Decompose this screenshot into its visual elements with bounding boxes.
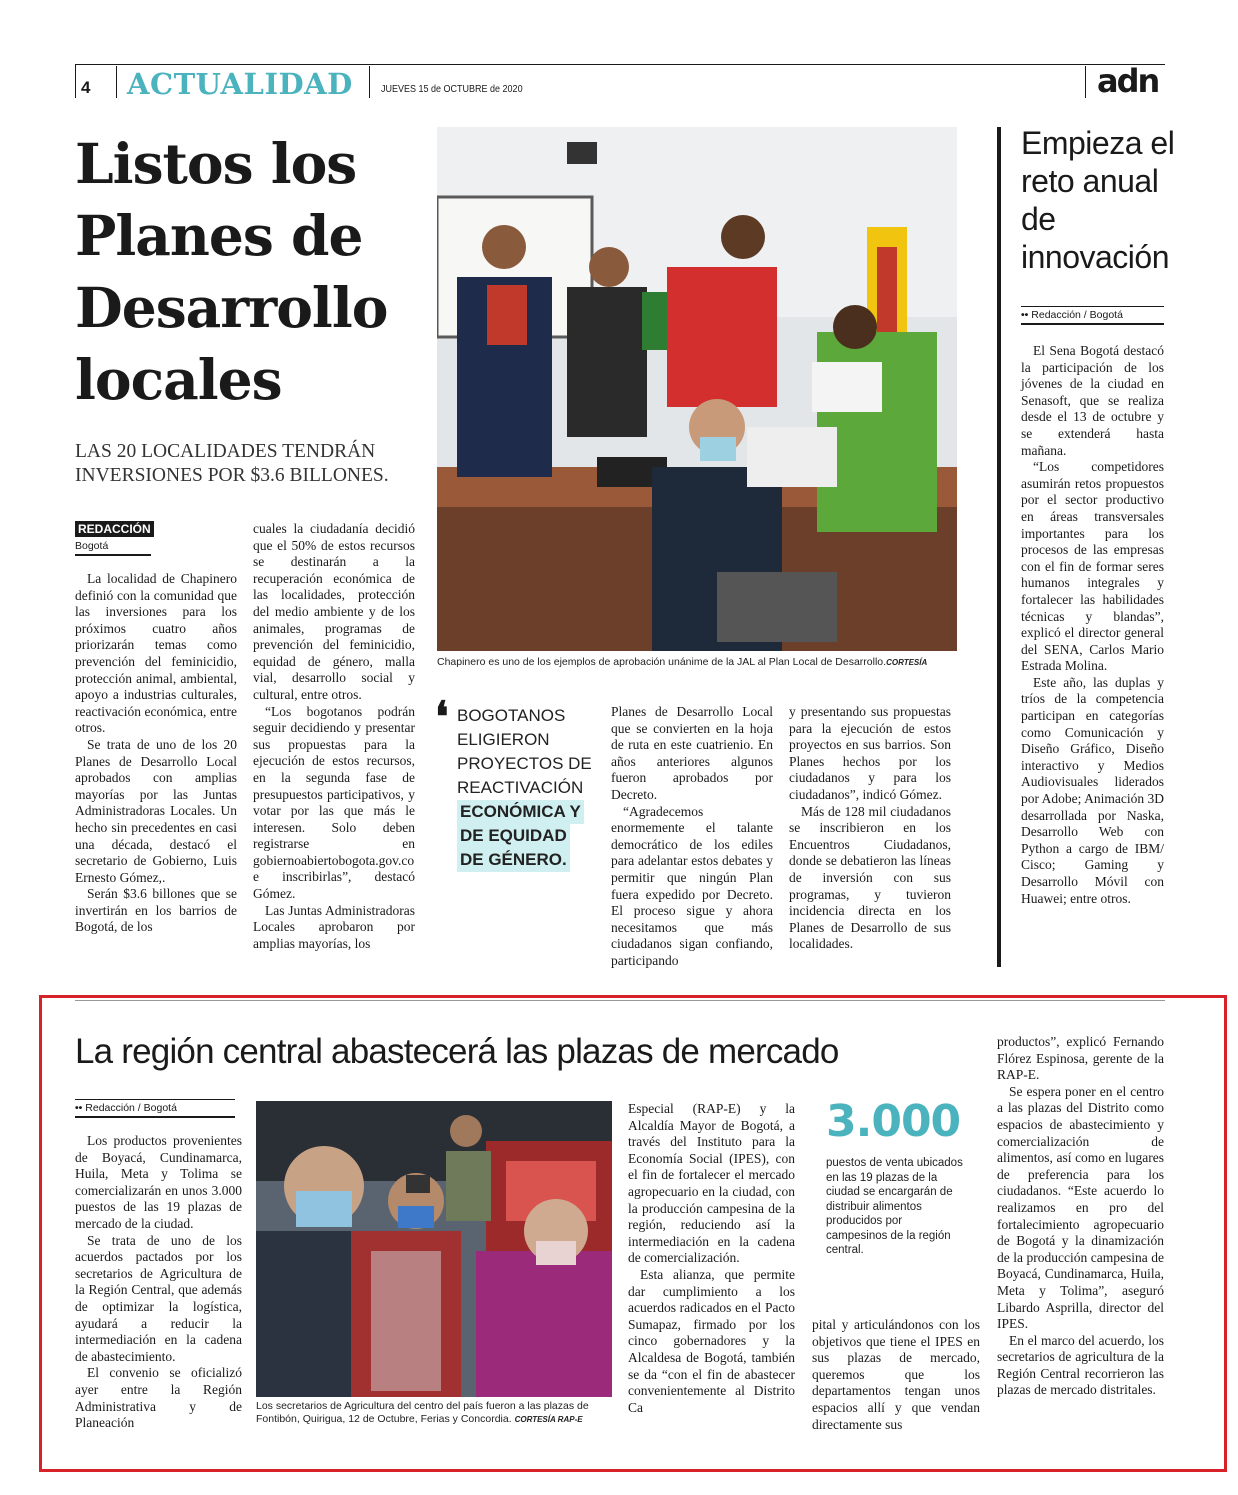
second-caption-block <box>256 1400 616 1426</box>
main-column-3 <box>611 704 773 970</box>
paragraph: Más de 128 mil ciudadanos se inscribieron en los Encuentros Ciudadanos, donde se debatieron las líneas de inversión con sus programas, y tuvieron incidencia directa en los Planes de Desarrollo de sus localidades. <box>789 803 951 952</box>
sidebar-headline: Empieza el reto anual de innovación <box>1021 125 1175 275</box>
section-title: ACTUALIDAD <box>127 67 353 101</box>
main-byline: REDACCIÓN <box>75 521 154 537</box>
paragraph: El convenio se oficializó ayer entre la Región Administrativa y de Planeación <box>75 1365 242 1431</box>
second-byline-rule <box>75 1116 235 1118</box>
main-subhead: LAS 20 LOCALIDADES TENDRÁN INVERSIONES POR $3.6 BILLONES. <box>75 441 389 486</box>
second-byline: Redacción / Bogotá <box>85 1102 177 1114</box>
section-divider-right <box>369 66 370 98</box>
bullet-dots-icon: •• <box>1021 309 1029 321</box>
bullet-dots-icon: •• <box>75 1102 83 1114</box>
second-headline: La región central abastecerá las plazas de mercado <box>75 1032 839 1071</box>
paragraph: “Agradecemos enormemente el talante democrático de los ediles para adelantar estos debates y permitir que ningún Plan fuera expedido por Decreto. El proceso sigue y ahora necesitamos que más ciudadanos sigan confiando, participando <box>611 803 773 968</box>
header-left-tick <box>75 64 76 98</box>
section-separator <box>75 1000 1165 1001</box>
paragraph: Este año, las duplas y tríos de la competencia participan en categorías como Comunicación y Diseño Gráfico, Diseño interactivo y Medios Audiovisuales liderados por Adobe; Animación 3D desarrollada por Naska, Desarrollo Web con Python a cargo de IBM/ Cisco; Gaming y Desarrollo Móvil con Huawei; entre otros. <box>1021 674 1164 906</box>
paragraph: Las Juntas Administradoras Locales aprobaron por amplias mayorías, los <box>253 902 415 951</box>
stat-description: puestos de venta ubicados en las 19 plazas de la ciudad se encargarán de distribuir alimentos producidos por campesinos de la región central. <box>826 1157 963 1256</box>
paragraph: Se espera poner en el centro a las plazas del Distrito como espacios de abastecimiento y comercialización de alimentos, así como en lugares de preferencia para los ciudadanos. “Este acuerdo lo realizamos en pro del fortalecimiento agropecuario de Bogotá y la dinamización de la producción campesina de Boyacá, Cundinamarca, Huila, Meta y Tolima”, aseguró Libardo Asprilla, director del IPES. <box>997 1083 1164 1332</box>
second-photo <box>256 1101 612 1397</box>
sidebar-column <box>1021 343 1164 907</box>
paragraph: productos”, explicó Fernando Flórez Espinosa, gerente de la RAP-E. <box>997 1034 1164 1083</box>
second-column-4 <box>997 1034 1164 1399</box>
page-header <box>75 64 1165 100</box>
sidebar-byline-block <box>1021 306 1164 325</box>
main-headline: Listos los Planes de Desarrollo locales <box>75 131 388 412</box>
main-byline-rule <box>75 554 151 556</box>
main-column-1 <box>75 571 237 936</box>
second-column-3 <box>812 1317 980 1433</box>
edition-date: JUEVES 15 de OCTUBRE de 2020 <box>381 84 523 95</box>
main-photo-caption: Chapinero es uno de los ejemplos de aprobación unánime de la JAL al Plan Local de Desarrollo. <box>437 656 887 668</box>
main-caption-block <box>437 656 962 669</box>
quote-line: REACTIVACIÓN <box>457 778 584 797</box>
paragraph: Planes de Desarrollo Local que se convierten en la hoja de ruta en este cuatrienio. En años anteriores algunos fueron aprobados por Decreto. <box>611 704 773 802</box>
quote-mark-icon: ❛ <box>435 692 449 741</box>
paragraph: El Sena Bogotá destacó la participación de los jóvenes de la ciudad en Senasoft, que se realiza desde el 13 de octubre y se extenderá hasta mañana. <box>1021 343 1164 458</box>
quote-line: BOGOTANOS <box>457 706 566 725</box>
main-photo-credit: CORTESÍA <box>886 658 928 667</box>
quote-line: DE GÉNERO. <box>457 848 570 872</box>
paragraph: Los productos provenientes de Boyacá, Cundinamarca, Huila, Meta y Tolima se comercializarán en unos 3.000 puestos de las 19 plazas de mercado de la ciudad. <box>75 1133 242 1231</box>
main-byline-block <box>75 520 151 556</box>
main-column-4 <box>789 704 951 953</box>
paragraph: “Los bogotanos podrán seguir decidiendo y presentar sus propuestas para la ejecución de estos recursos, en la segunda fase de presupuestos participativos, y votar por las que más le interesen. Solo deben registrarse en gobiernoabiertobogota.gov.co e inscribirlas”, destacó Gómez. <box>253 703 415 902</box>
paragraph: Se trata de uno de los 20 Planes de Desarrollo Local aprobados con amplias mayorías por las Juntas Administradoras Locales. Un hecho sin precedentes en casi una década, destacó el secretario de Gobierno, Luis Ernesto Gómez,. <box>75 736 237 885</box>
sidebar-byline: Redacción / Bogotá <box>1031 309 1123 321</box>
sidebar-divider <box>997 127 1001 967</box>
paragraph: La localidad de Chapinero definió con la comunidad que las inversiones para los próximos cuatro años priorizarán temas como prevención del feminicidio, protección animal, ambiental, apoyo a industrias culturales, reactivación económica, entre otros. <box>75 571 237 736</box>
second-photo-caption: Los secretarios de Agricultura del centro del país fueron a las plazas de Fontibón, Quirigua, 12 de Octubre, Ferias y Concordia. <box>256 1400 589 1425</box>
second-byline-block <box>75 1099 235 1118</box>
paragraph: y presentando sus propuestas para la ejecución de estos proyectos en sus barrios. Son Planes hechos por los ciudadanos y para los ciudadanos”, indicó Gómez. <box>789 704 951 802</box>
second-photo-credit: CORTESÍA RAP-E <box>514 1415 583 1424</box>
second-column-2 <box>628 1101 795 1416</box>
paragraph: En el marco del acuerdo, los secretarios de agricultura de la Región Central recorrieron las plazas de mercado distritales. <box>997 1332 1164 1398</box>
main-photo <box>437 127 957 651</box>
sidebar-byline-rule <box>1021 323 1164 325</box>
paragraph: Esta alianza, que permite dar cumplimiento a los acuerdos radicados en el Pacto Sumapaz, firmado por los cinco gobernadores y la Alcaldesa de Bogotá, también se da “con el fin de abastecer convenientemente al Distrito Ca <box>628 1266 795 1415</box>
office-group-photo <box>437 127 957 651</box>
paragraph: cuales la ciudadanía decidió que el 50% de estos recursos se destinarán a la recuperación económica de las localidades, protección del medio ambiente y de los animales, programas de prevención del feminicidio, equidad de género, malla vial, desarrollo social y cultural, entre otros. <box>253 521 415 702</box>
quote-line: DE EQUIDAD <box>457 824 570 848</box>
brand-divider <box>1085 66 1086 98</box>
main-byline-city: Bogotá <box>75 540 109 552</box>
quote-line: PROYECTOS DE <box>457 754 592 773</box>
second-byline-toprule <box>75 1099 235 1100</box>
brand-logo: adn <box>1097 62 1159 100</box>
page-number: 4 <box>81 78 91 97</box>
paragraph: “Los competidores asumirán retos propuestos por el sector productivo en áreas transversales importantes para los procesos de las empresas con el fin de formar seres humanos integrales y fortalecer las habilidades técnicas y blandas”, explicó el director general del SENA, Carlos Mario Estrada Molina. <box>1021 459 1164 674</box>
paragraph: Se trata de uno de los acuerdos pactados por los secretarios de Agricultura de la Región Central, que además de optimizar la logística, ayudará a reducir la intermediación en la cadena de abastecimiento. <box>75 1232 242 1364</box>
section-divider <box>116 66 117 98</box>
pull-quote-text <box>457 704 593 872</box>
stat-number: 3.000 <box>826 1096 961 1147</box>
main-column-2 <box>253 521 415 952</box>
header-rule <box>75 64 1165 65</box>
pull-quote <box>433 692 593 872</box>
quote-line: ECONÓMICA Y <box>457 800 584 824</box>
paragraph: Serán $3.6 billones que se invertirán en los barrios de Bogotá, de los <box>75 886 237 935</box>
paragraph: pital y articulándonos con los objetivos que tiene el IPES en sus plazas de mercado, queremos que los departamentos tengan unos espacios allí y que vendan directamente sus <box>812 1317 980 1432</box>
quote-line: ELIGIERON <box>457 730 550 749</box>
market-visit-photo <box>256 1101 612 1397</box>
paragraph: Especial (RAP-E) y la Alcaldía Mayor de Bogotá, a través del Instituto para la Economía Social (IPES), con el fin de fortalecer el mercado agropecuario en la ciudad, con la producción campesina de la región, reduciendo así la intermediación en la cadena de comercialización. <box>628 1101 795 1266</box>
sidebar-byline-toprule <box>1021 306 1164 307</box>
second-column-1 <box>75 1133 242 1432</box>
quote-highlight <box>457 800 593 872</box>
